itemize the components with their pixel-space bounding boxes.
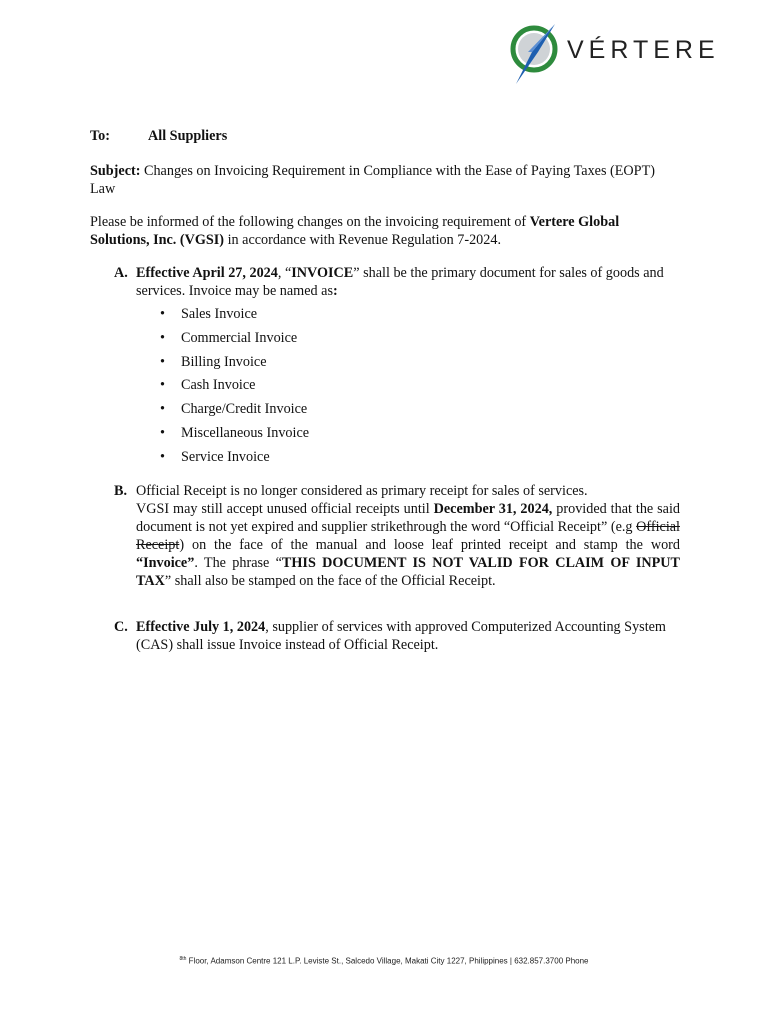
intro-text-end: in accordance with Revenue Regulation 7-2024. [224,232,501,248]
logo-text: VÉRTERE [567,36,720,64]
to-label: To: [90,128,110,144]
vertere-logo-icon [510,22,566,86]
company-name: Vertere Global Solutions, Inc. (VGSI) [90,214,620,248]
invoice-types-list [160,305,309,472]
subject-text: Changes on Invoicing Requirement in Compliance with the Ease of Paying Taxes (EOPT) Law [90,163,655,197]
list-item: • Commercial Invoice [160,329,309,353]
section-a [114,264,680,300]
section-a-body [136,264,680,300]
subject-label: Subject: [90,163,141,179]
section-c-text: , supplier of services with approved Computerized Accounting System (CAS) shall issue Invoice instead of Official Receipt. [136,619,666,653]
section-a-text: , “ [277,265,292,281]
section-b-text-4: . The phrase “ [194,555,282,571]
list-item: • Cash Invoice [160,376,309,400]
to-line [90,127,227,145]
footer-floor-sup: 8th [179,956,187,962]
section-b-text-5: ” shall also be stamped on the face of the Official Receipt. [164,573,496,589]
invoice-term: INVOICE [291,265,354,281]
list-item: • Service Invoice [160,448,309,472]
struck-official-receipt: Official Receipt [136,519,680,553]
footer-text: Floor, Adamson Centre 121 L.P. Leviste St., Salcedo Village, Makati City 1227, Philippines | 632.857.3700 Phone [186,956,589,966]
section-b [114,482,680,590]
intro-paragraph [90,213,680,249]
list-item: • Charge/Credit Invoice [160,400,309,424]
effective-date-c: Effective July 1, 2024 [136,619,266,635]
section-letter-c: C. [114,619,128,635]
effective-date-a: Effective April 27, 2024 [136,265,278,281]
section-c [114,618,680,654]
list-item: • Billing Invoice [160,353,309,377]
list-item: • Sales Invoice [160,305,309,329]
section-b-text-2: provided that the said document is not yet expired and supplier strikethrough the word “Official Receipt” (e.g [136,501,681,535]
stamp-word: “Invoice” [136,555,195,571]
section-b-paragraph [136,500,680,590]
section-a-text-2: ” shall be the primary document for sales of goods and services. Invoice may be named as [136,265,664,299]
section-letter-b: B. [114,483,128,499]
section-a-colon: : [332,283,338,299]
list-item: • Miscellaneous Invoice [160,424,309,448]
subject-line [90,162,680,198]
vertere-logo [510,22,720,86]
section-b-body [136,482,680,590]
section-b-text: VGSI may still accept unused official receipts until [136,501,434,517]
deadline-date: December 31, 2024, [433,501,553,517]
section-b-text-3: ) on the face of the manual and loose leaf printed receipt and stamp the word [179,537,680,553]
section-b-line1: Official Receipt is no longer considered as primary receipt for sales of services. [136,483,588,499]
section-letter-a: A. [114,265,128,281]
section-c-body [136,618,680,654]
stamp-phrase: THIS DOCUMENT IS NOT VALID FOR CLAIM OF INPUT TAX [136,555,680,589]
to-value: All Suppliers [148,128,228,144]
intro-text: Please be informed of the following changes on the invoicing requirement of [90,214,530,230]
footer-address [0,950,768,971]
